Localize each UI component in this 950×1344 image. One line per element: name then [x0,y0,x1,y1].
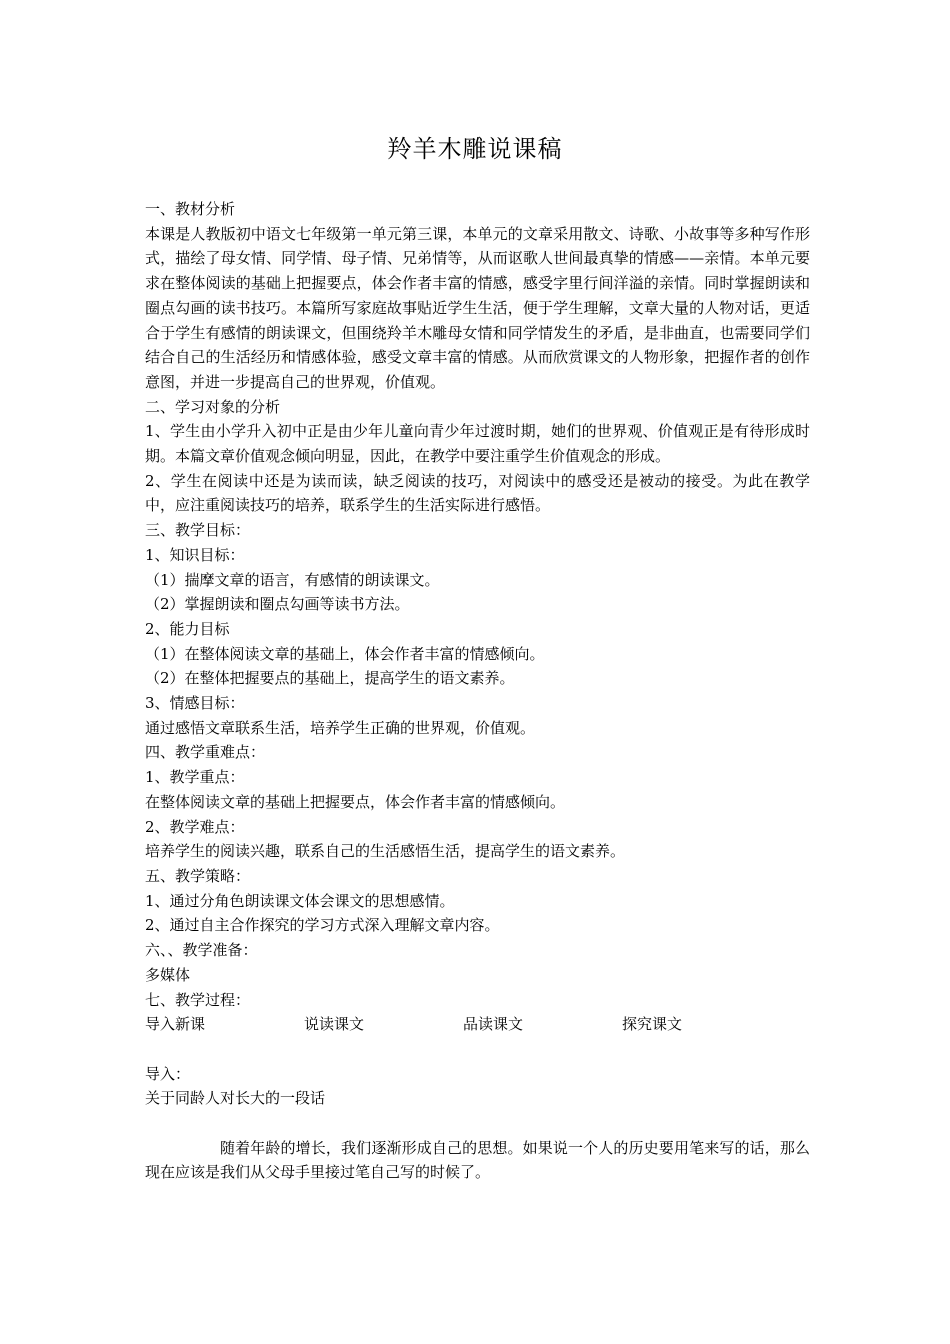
knowledge-goal-2: （2）掌握朗读和圈点勾画等读书方法。 [145,595,410,614]
blank-line [145,1111,810,1136]
difficult-point-text: 培养学生的阅读兴趣，联系自己的生活感悟生活，提高学生的语文素养。 [145,842,626,861]
section1-body: 本课是人教版初中语文七年级第一单元第三课，本单元的文章采用散文、诗歌、小故事等多种写作形式，描绘了母女情、同学情、母子情、兄弟情等，从而讴歌人世间最真挚的情感——亲情。本单元要求在整体阅读的基础上把握要点，体会作者丰富的情感，感受字里行间洋溢的亲情。同时掌握朗读和圈点勾画的读书技巧。本篇所写家庭故事贴近学生生活，便于学生理解，文章大量的人物对话，更适合于学生有感情的朗读课文，但围绕羚羊木雕母女情和同学情发生的矛盾，是非曲直，也需要同学们结合自己的生活经历和情感体验，感受文章丰富的情感。从而欣赏课文的人物形象，把握作者的创作意图，并进一步提高自己的世界观，价值观。 [145,224,810,391]
emotion-goal-heading: 3、情感目标： [145,694,245,713]
section5-heading: 五、教学策略： [145,866,251,885]
intro-paragraph: 随着年龄的增长，我们逐渐形成自己的思想。如果说一个人的历史要用笔来写的话，那么现在应该是我们从父母手里接过笔自己写的时候了。 [145,1138,810,1182]
knowledge-goal-heading: 1、知识目标： [145,545,245,564]
section2-item2: 2、学生在阅读中还是为读而读，缺乏阅读的技巧，对阅读中的感受还是被动的接受。为此在教学中，应注重阅读技巧的培养，联系学生的生活实际进行感悟。 [145,471,810,515]
ability-goal-heading: 2、能力目标 [145,619,230,638]
knowledge-goal-1: （1）揣摩文章的语言，有感情的朗读课文。 [145,570,440,589]
process-step: 品读课文 [463,1015,524,1034]
section2-heading: 二、学习对象的分析 [145,397,281,416]
intro-label: 导入： [145,1064,191,1083]
key-point-heading: 1、教学重点： [145,768,245,787]
process-step: 探究课文 [622,1015,683,1034]
strategy-2: 2、通过自主合作探究的学习方式深入理解文章内容。 [145,916,500,935]
preparation-text: 多媒体 [145,965,191,984]
section6-heading: 六、、教学准备： [145,941,258,960]
emotion-goal-1: 通过感悟文章联系生活，培养学生正确的世界观，价值观。 [145,718,536,737]
process-step: 说读课文 [304,1015,365,1034]
ability-goal-2: （2）在整体把握要点的基础上，提高学生的语文素养。 [145,669,515,688]
ability-goal-1: （1）在整体阅读文章的基础上，体会作者丰富的情感倾向。 [145,644,545,663]
difficult-point-heading: 2、教学难点： [145,817,245,836]
intro-title: 关于同龄人对长大的一段话 [145,1089,326,1108]
section4-heading: 四、教学重难点： [145,743,266,762]
process-steps [145,1012,810,1037]
section7-heading: 七、教学过程： [145,990,251,1009]
document-body [145,197,810,1185]
key-point-text: 在整体阅读文章的基础上把握要点，体会作者丰富的情感倾向。 [145,792,566,811]
page-title: 羚羊木雕说课稿 [387,135,563,163]
section3-heading: 三、教学目标： [145,521,251,540]
section1-heading: 一、教材分析 [145,200,236,218]
blank-line [145,1037,810,1062]
section2-item1: 1、学生由小学升入初中正是由少年儿童向青少年过渡时期，她们的世界观、价值观正是有待形成时期。本篇文章价值观念倾向明显，因此，在教学中要注重学生价值观念的形成。 [145,422,810,466]
strategy-1: 1、通过分角色朗读课文体会课文的思想感情。 [145,891,455,910]
process-step: 导入新课 [145,1015,206,1034]
